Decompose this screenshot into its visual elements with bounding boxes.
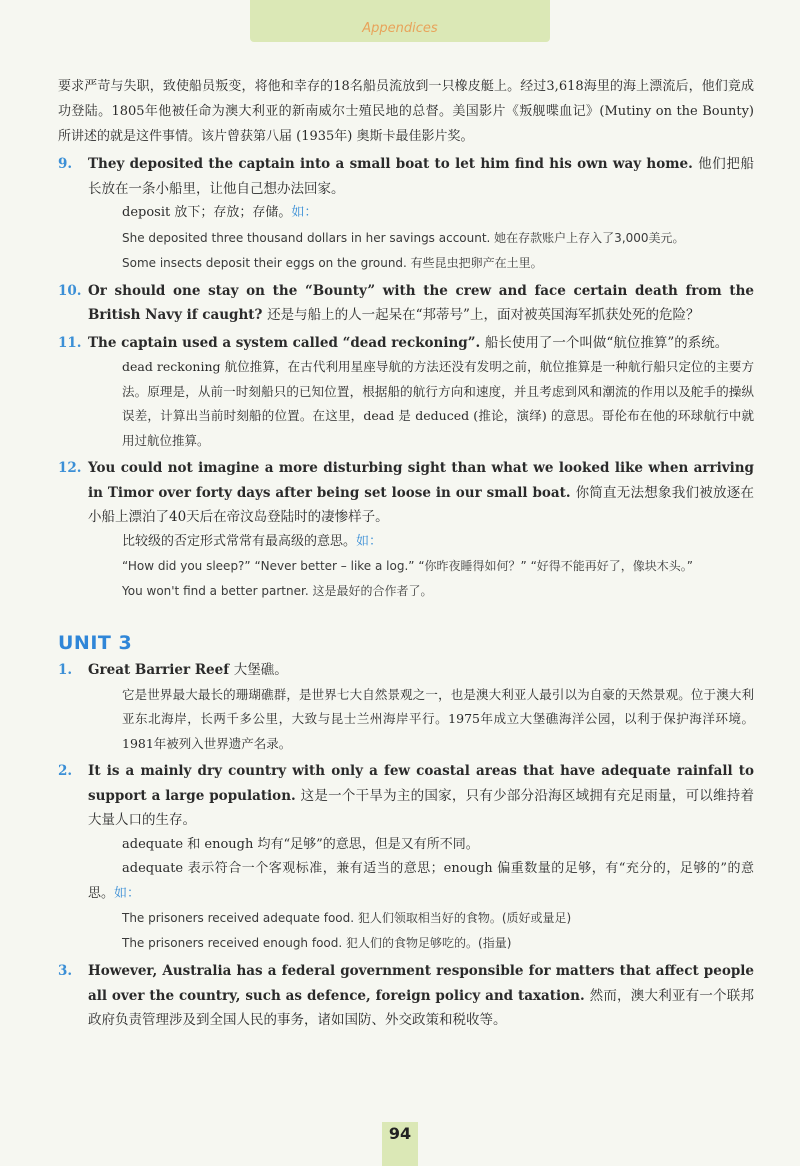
item-note: adequate 表示符合一个客观标准，兼有适当的意思；enough 偏重数量的足够，有“充分的，足够的”的意思。如： <box>88 861 754 901</box>
item-note: adequate 和 enough 均有“足够”的意思，但是又有所不同。 <box>122 836 479 852</box>
item-number: 9. <box>58 156 73 172</box>
page-content <box>58 74 754 1033</box>
unit3-item-3 <box>58 959 754 1033</box>
example-line: Some insects deposit their eggs on the ground. 有些昆虫把卵产在土里。 <box>122 255 543 270</box>
eg-marker: 如： <box>291 205 318 220</box>
item-number: 12. <box>58 460 82 476</box>
item-number: 1. <box>58 662 73 678</box>
item-note: dead reckoning 航位推算，在古代利用星座导航的方法还没有发明之前，航位推算是一种航行船只定位的主要方法。原理是，从前一时刻船只的已知位置，根据船的航行方向和速度，并且考虑到风和潮流的作用以及舵手的操纵误差，计算出当前时刻船的位置。在这里，dead 是 deduced (推论，演绎) 的意思。哥伦布在他的环球航行中就用过航位推算。 <box>122 359 754 448</box>
item-number: 2. <box>58 763 73 779</box>
item-translation: 然而，澳大利亚有一个联邦政府负责管理涉及到全国人民的事务，诸如国防、外交政策和税收等。 <box>88 987 755 1028</box>
item-sentence: Or should one stay on the “Bounty” with the crew and face certain death from the British Navy if caught? 还是与船上的人一起呆在“邦蒂号”上，面对被英国海军抓获处死的危险？ <box>88 282 754 323</box>
item-translation: 他们把船长放在一条小船里，让他自己想办法回家。 <box>88 156 755 197</box>
example-line: “How did you sleep?” “Never better – like a log.” “你昨夜睡得如何？” “好得不能再好了，像块木头。” <box>122 559 693 573</box>
item-sentence: The captain used a system called “dead reckoning”. 船长使用了一个叫做“航位推算”的系统。 <box>88 334 729 351</box>
item-translation: 还是与船上的人一起呆在“邦蒂号”上，面对被英国海军抓获处死的危险？ <box>267 307 700 323</box>
item-note: 它是世界最大最长的珊瑚礁群，是世界七大自然景观之一，也是澳大利亚人最引以为自豪的天然景观。位于澳大利亚东北海岸，长两千多公里，大致与昆士兰州海岸平行。1975年成立大堡礁海洋公园，以利于保护海洋环境。1981年被列入世界遗产名录。 <box>122 686 754 751</box>
unit3-item-1 <box>58 658 754 756</box>
item-translation: 船长使用了一个叫做“航位推算”的系统。 <box>484 334 729 351</box>
eg-marker: 如： <box>356 533 383 549</box>
header-title: Appendices <box>362 20 438 36</box>
item-sentence: It is a mainly dry country with only a few coastal areas that have adequate rainfall to support a large population. 这是一个干旱为主的国家，只有少部分沿海区域拥有充足雨量，可以维持着大量人口的生存。 <box>88 763 755 828</box>
item-translation: 这是一个干旱为主的国家，只有少部分沿海区域拥有充足雨量，可以维持着大量人口的生存。 <box>88 787 755 828</box>
example-line: She deposited three thousand dollars in her savings account. 她在存款账户上存入了3,000美元。 <box>122 230 685 245</box>
note-item-10 <box>58 279 754 328</box>
example-line: You won't find a better partner. 这是最好的合作者了。 <box>122 584 433 598</box>
unit3-item-2 <box>58 759 754 956</box>
unit-title: UNIT 3 <box>58 632 133 654</box>
item-number: 10. <box>58 282 82 299</box>
intro-paragraph: 要求严苛与失职，致使船员叛变，将他和幸存的18名船员流放到一只橡皮艇上。经过3,618海里的海上漂流后，他们竟成功登陆。1805年他被任命为澳大利亚的新南威尔士殖民地的总督。美国影片《叛舰喋血记》(Mutiny on the Bounty) 所讲述的就是这件事情。该片曾获第八届 (1935年) 奥斯卡最佳影片奖。 <box>58 79 754 144</box>
eg-marker: 如： <box>114 885 141 901</box>
item-sentence: They deposited the captain into a small boat to let him find his own way home. 他们把船长放在一条小船里，让他自己想办法回家。 <box>88 156 755 197</box>
item-sentence: Great Barrier Reef 大堡礁。 <box>88 662 288 678</box>
note-item-11 <box>58 331 754 454</box>
item-note: deposit 放下；存放；存储。如： <box>122 205 318 220</box>
example-line: The prisoners received adequate food. 犯人们领取相当好的食物。(质好或量足) <box>122 911 572 925</box>
header-tab <box>250 0 550 42</box>
page-number: 94 <box>388 1124 412 1143</box>
item-translation: 大堡礁。 <box>233 662 288 678</box>
item-number: 11. <box>58 334 82 351</box>
page-number-tab <box>382 1122 418 1166</box>
item-sentence: You could not imagine a more disturbing sight than what we looked like when arriving in Timor over forty days after being set loose in our small boat. 你简直无法想象我们被放逐在小船上漂泊了40天后在帝汶岛登陆时的凄惨样子。 <box>88 460 755 525</box>
note-item-12 <box>58 456 754 604</box>
item-translation: 你简直无法想象我们被放逐在小船上漂泊了40天后在帝汶岛登陆时的凄惨样子。 <box>88 484 755 525</box>
item-note: 比较级的否定形式常常有最高级的意思。如： <box>122 533 383 549</box>
item-sentence: However, Australia has a federal government responsible for matters that affect people all over the country, such as defence, foreign policy and taxation. 然而，澳大利亚有一个联邦政府负责管理涉及到全国人民的事务，诸如国防、外交政策和税收等。 <box>88 963 755 1028</box>
example-line: The prisoners received enough food. 犯人们的食物足够吃的。(指量) <box>122 936 512 950</box>
note-item-9 <box>58 152 754 276</box>
item-number: 3. <box>58 963 73 979</box>
